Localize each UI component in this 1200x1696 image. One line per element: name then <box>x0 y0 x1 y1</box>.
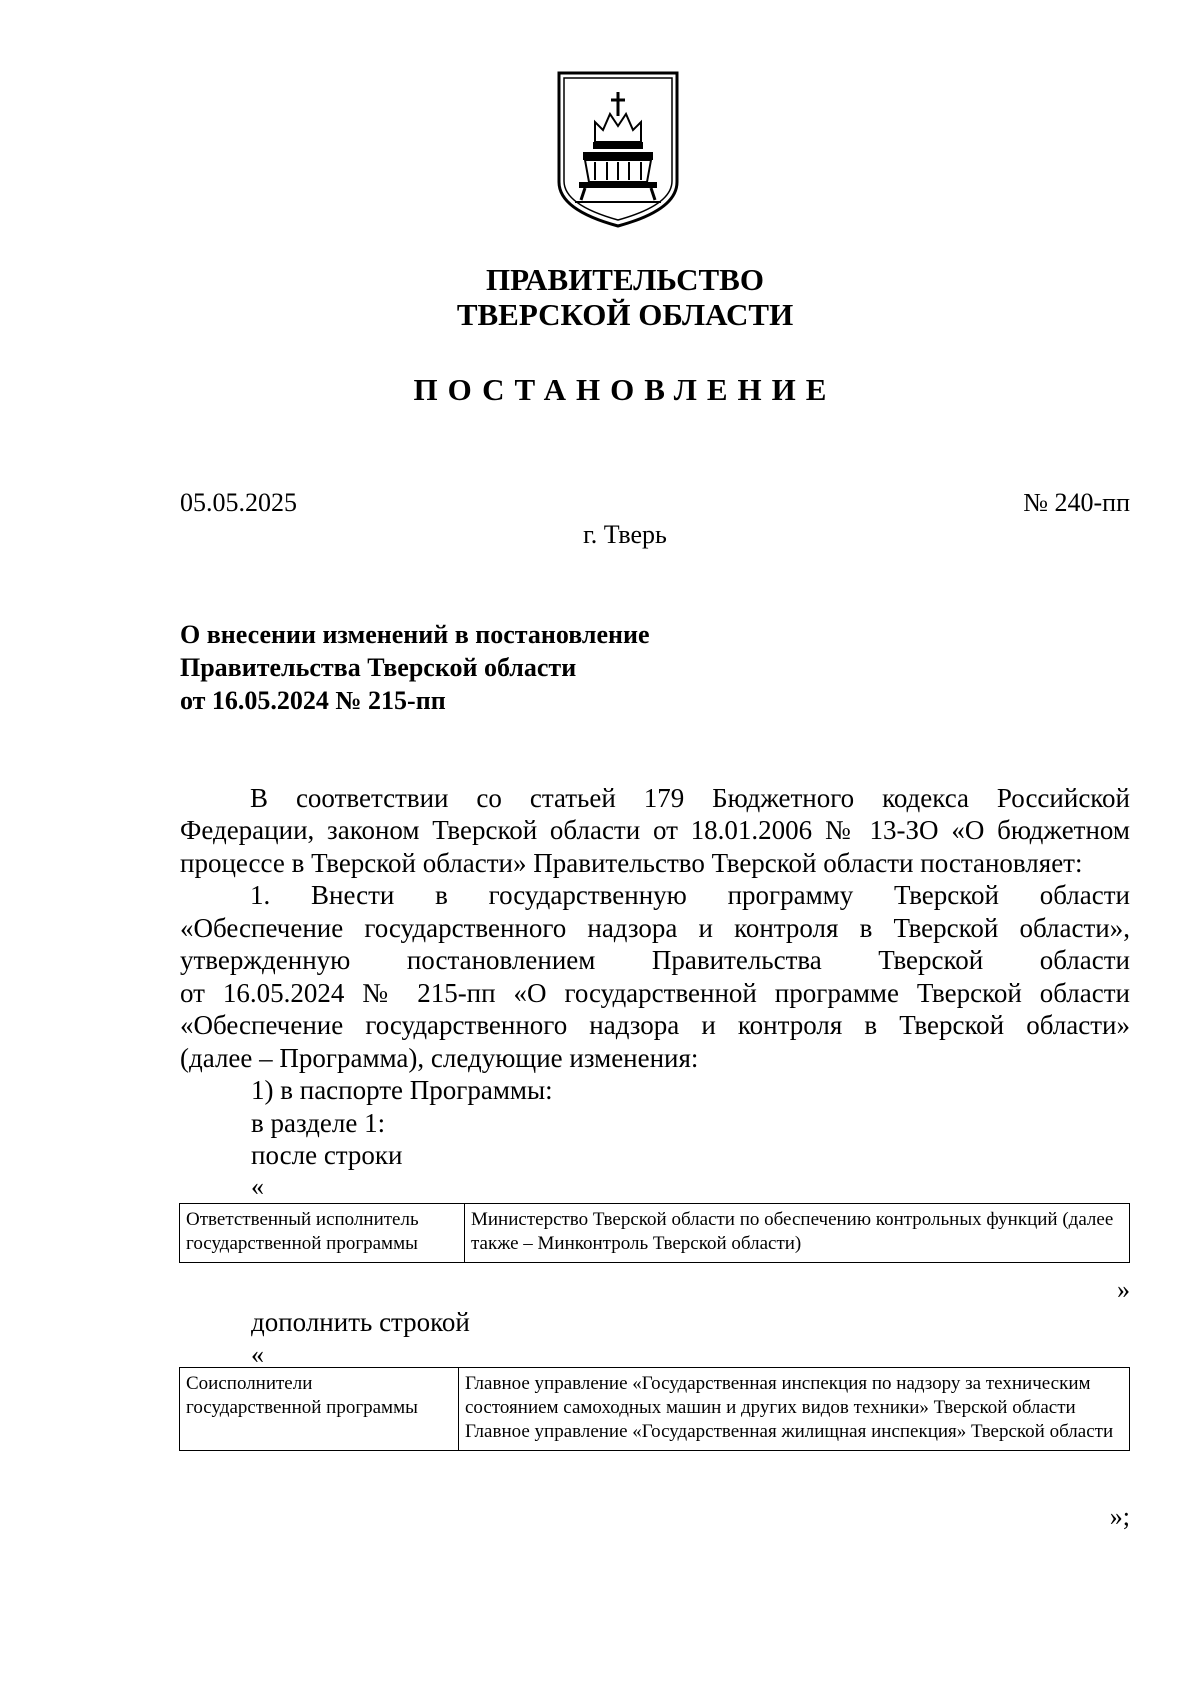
body-line: (далее – Программа), следующие изменения: <box>180 1043 699 1073</box>
table-cell-line: Главное управление «Государственная инспекция по надзору за техническим состоянием самоходных машин и других видов техники» Тверской области <box>465 1373 1091 1418</box>
title-line: О внесении изменений в постановление <box>180 620 650 649</box>
close-quote: »; <box>1109 1502 1130 1531</box>
table-row <box>180 1368 1130 1451</box>
coat-of-arms-icon <box>555 70 681 228</box>
document-city: г. Тверь <box>583 520 667 549</box>
body-line: 1. Внести в государственную программу Тверской области <box>250 880 1130 910</box>
body-line: дополнить строкой <box>251 1307 470 1337</box>
body-line: утвержденную постановлением Правительства Тверской области <box>180 945 1130 975</box>
table-row <box>180 1204 1130 1263</box>
open-quote: « <box>251 1172 264 1201</box>
body-line: Федерации, законом Тверской области от 18.01.2006 № 13-ЗО «О бюджетном <box>180 815 1130 845</box>
passport-table-2 <box>179 1367 1130 1451</box>
table-cell-line: Главное управление «Государственная жилищная инспекция» Тверской области <box>465 1421 1114 1442</box>
body-line: «Обеспечение государственного надзора и контроля в Тверской области» <box>180 1010 1130 1040</box>
body-line: В соответствии со статьей 179 Бюджетного кодекса Российской <box>250 783 1130 813</box>
subitem-line: в разделе 1: <box>251 1108 386 1138</box>
title-line: Правительства Тверской области <box>180 653 577 682</box>
document-type: ПОСТАНОВЛЕНИЕ <box>413 372 837 407</box>
table-cell-value: Министерство Тверской области по обеспечению контрольных функций (далее также – Минконтроль Тверской области) <box>465 1204 1130 1263</box>
org-name-line2: ТВЕРСКОЙ ОБЛАСТИ <box>456 297 794 332</box>
close-quote: » <box>1117 1275 1130 1304</box>
table-cell-label: Ответственный исполнитель государственной программы <box>180 1204 465 1263</box>
subitem-line: 1) в паспорте Программы: <box>251 1075 553 1105</box>
table-cell-label: Соисполнители государственной программы <box>180 1368 459 1451</box>
title-line: от 16.05.2024 № 215-пп <box>180 686 446 715</box>
org-name-line1: ПРАВИТЕЛЬСТВО <box>486 262 764 297</box>
document-number: № 240-пп <box>1023 488 1130 517</box>
open-quote: « <box>251 1340 264 1369</box>
body-line: «Обеспечение государственного надзора и контроля в Тверской области», <box>180 913 1130 943</box>
body-line: от 16.05.2024 № 215-пп «О государственной программе Тверской области <box>180 978 1130 1008</box>
body-line: процессе в Тверской области» Правительство Тверской области постановляет: <box>180 848 1083 878</box>
passport-table-1 <box>179 1203 1130 1263</box>
subitem-line: после строки <box>251 1140 403 1170</box>
document-title <box>180 618 650 717</box>
document-date: 05.05.2025 <box>180 488 297 517</box>
table-cell-value <box>459 1368 1130 1451</box>
